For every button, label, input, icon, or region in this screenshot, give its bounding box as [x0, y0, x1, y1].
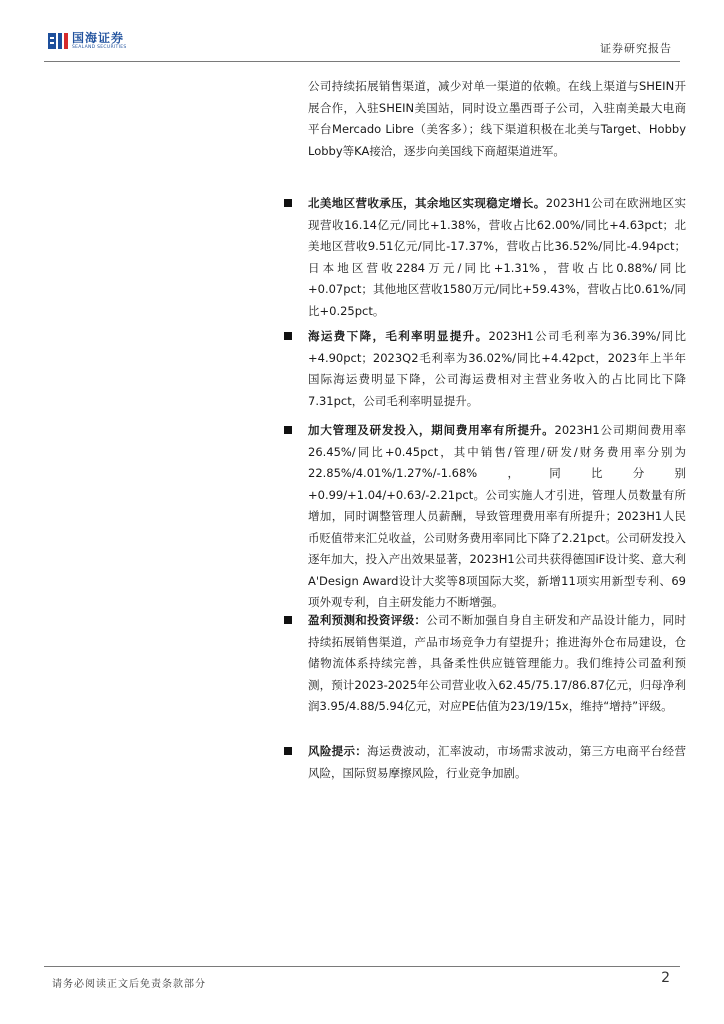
section-title: 海运费下降，毛利率明显提升。 — [308, 329, 489, 343]
section-body — [308, 420, 686, 614]
section-text: 2023H1公司在欧洲地区实现营收16.14亿元/同比+1.38%，营收占比62.00%/同比+4.63pct；北美地区营收9.51亿元/同比-17.37%，营收占比36.52%/同比-4.94pct；日本地区营收2284万元/同比+1.31%，营收占比0.88%/同比+0.07pct；其他地区营收1580万元/同比+59.43%，营收占比0.61%/同比+0.25pct。 — [308, 196, 686, 318]
section-title: 加大管理及研发投入，期间费用率有所提升。 — [308, 423, 555, 437]
bullet-icon — [284, 426, 292, 434]
bullet-icon — [284, 747, 292, 755]
section-text: 海运费波动，汇率波动，市场需求波动，第三方电商平台经营风险，国际贸易摩擦风险，行业竞争加剧。 — [308, 744, 687, 780]
section-item-expense-ratio — [284, 420, 686, 614]
section-title: 风险提示： — [308, 744, 368, 758]
bullet-icon — [284, 332, 292, 340]
footer-disclaimer: 请务必阅读正文后免责条款部分 — [52, 979, 206, 990]
section-body — [308, 741, 686, 784]
logo-name-en: SEALAND SECURITIES — [72, 44, 127, 50]
section-body — [308, 193, 686, 322]
section-title: 北美地区营收承压，其余地区实现稳定增长。 — [308, 196, 546, 210]
section-item-earnings-forecast — [284, 610, 686, 718]
bullet-icon — [284, 616, 292, 624]
section-title: 盈利预测和投资评级： — [308, 613, 427, 627]
section-body — [308, 326, 686, 412]
section-body — [308, 610, 686, 718]
logo-name-cn: 国海证券 — [72, 30, 125, 45]
section-text: 2023H1公司期间费用率26.45%/同比+0.45pct，其中销售/管理/研发/财务费用率分别为22.85%/4.01%/1.27%/-1.68%，同比分别+0.99/+1.04/+0.63/-2.21pct。公司实施人才引进，管理人员数量有所增加，同时调整管理人员薪酬，导致管理费用率有所提升；2023H1人民币贬值带来汇兑收益，公司财务费用率同比下降了2.21pct。公司研发投入逐年加大，投入产出效果显著，2023H1公司共获得德国iF设计奖、意大利A'Design Award设计大奖等8项国际大奖，新增11项实用新型专利、69项外观专利，自主研发能力不断增强。 — [308, 423, 687, 609]
bullet-icon — [284, 199, 292, 207]
logo-icon — [48, 31, 68, 51]
page-number: 2 — [661, 970, 670, 986]
report-type-label: 证券研究报告 — [600, 42, 672, 55]
section-text: 公司不断加强自身自主研发和产品设计能力，同时持续拓展销售渠道，产品市场竞争力有望提升；推进海外仓布局建设，仓储物流体系持续完善，具备柔性供应链管理能力。我们维持公司盈利预测，预计2023-2025年公司营业收入62.45/75.17/86.87亿元，归母净利润3.95/4.88/5.94亿元，对应PE估值为23/19/15x，维持“增持”评级。 — [308, 613, 687, 713]
section-text: 2023H1公司毛利率为36.39%/同比+4.90pct；2023Q2毛利率为36.02%/同比+4.42pct，2023年上半年国际海运费明显下降，公司海运费相对主营业务收入的占比同比下降7.31pct，公司毛利率明显提升。 — [308, 329, 686, 408]
section-item-regional-revenue — [284, 193, 686, 322]
lead-paragraph: 公司持续拓展销售渠道，减少对单一渠道的依赖。在线上渠道与SHEIN开展合作，入驻SHEIN美国站，同时设立墨西哥子公司，入驻南美最大电商平台Mercado Libre（美客多）；线下渠道积极在北美与Target、Hobby Lobby等KA接洽，逐步向美国线下商超渠道进军。 — [308, 79, 686, 158]
section-item-risk-warning — [284, 741, 686, 784]
company-logo — [48, 30, 127, 52]
footer-divider — [44, 966, 680, 967]
header-divider — [44, 61, 680, 62]
section-item-gross-margin — [284, 326, 686, 412]
page-header — [0, 0, 724, 62]
